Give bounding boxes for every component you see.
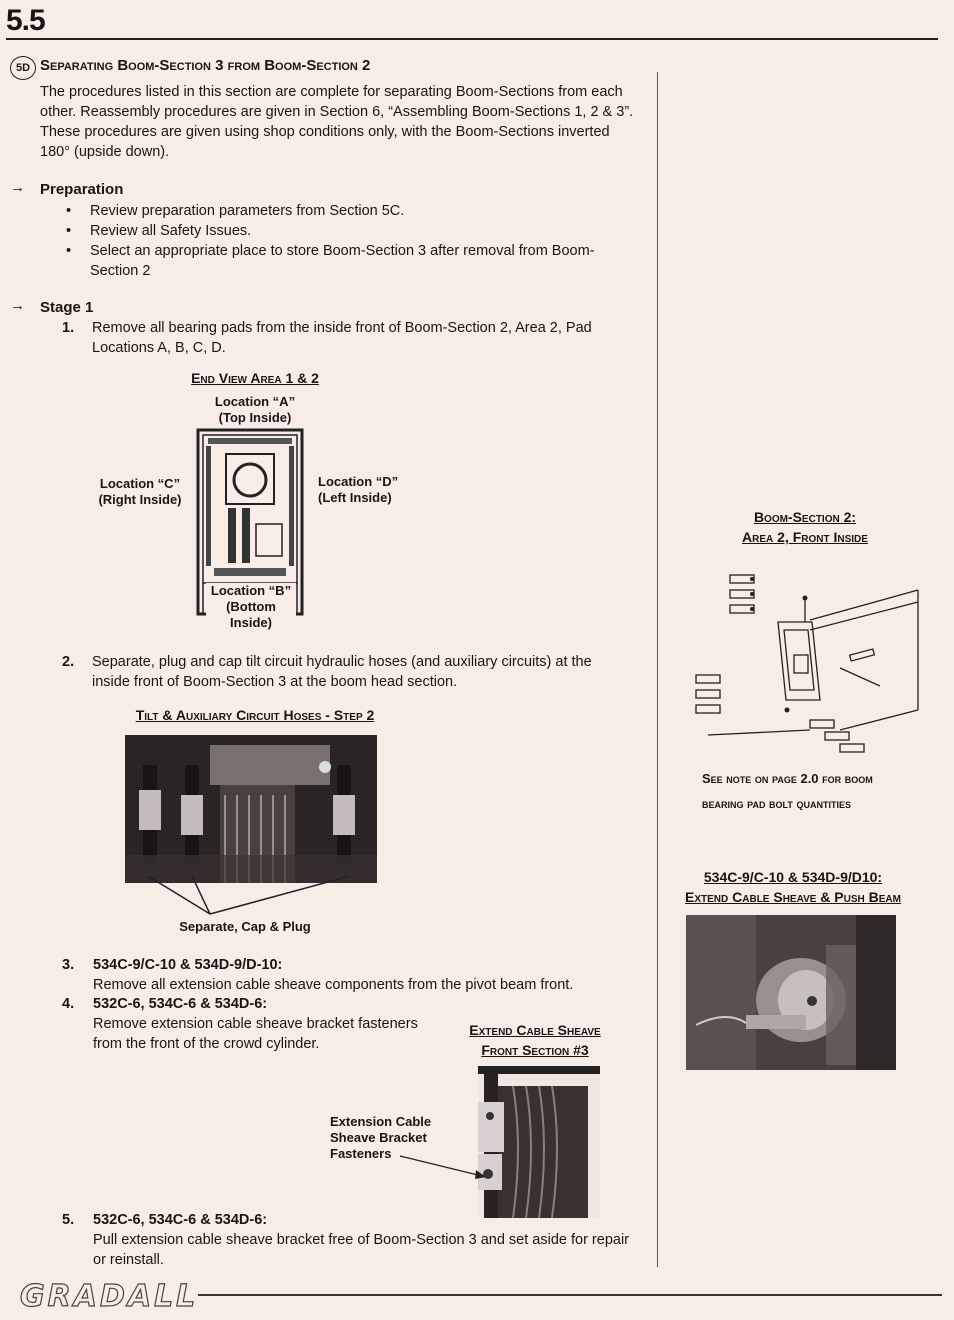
pointer-lines xyxy=(140,868,360,918)
sheave-front-photo xyxy=(478,1066,600,1218)
bullet-icon: • xyxy=(66,243,72,259)
figure-title: Extend Cable Sheave Front Section #3 xyxy=(469,1022,601,1058)
figure-caption: Separate, Cap & Plug xyxy=(179,919,311,934)
step-text: Remove all bearing pads from the inside front of Boom-Section 2, Area 2, Pad Locations A, B, C, D. xyxy=(92,320,592,356)
figure-title: Boom-Section 2: Area 2, Front Inside xyxy=(742,509,868,545)
intro-line: The procedures listed in this section are complete for separating Boom-Sections from each xyxy=(40,84,623,100)
section-number: 5.5 xyxy=(6,4,45,37)
push-beam-photo xyxy=(686,915,896,1070)
sheave-bracket-label: Extension Cable Sheave Bracket Fasteners xyxy=(330,1114,432,1161)
step-text: Separate, plug and cap tilt circuit hydraulic hoses (and auxiliary circuits) at the inside front of Boom-Section 3 at the boom head section. xyxy=(92,654,592,690)
intro-paragraph xyxy=(40,82,650,162)
step-number: 3. xyxy=(62,957,75,973)
preparation-list xyxy=(66,201,595,281)
arrow-icon: → xyxy=(10,179,25,196)
step-number: 1. xyxy=(62,320,75,336)
figure-title: 534C-9/C-10 & 534D-9/D10: Extend Cable Sheave & Push Beam xyxy=(685,869,901,905)
step-number: 4. xyxy=(62,996,75,1012)
bolt-note: See note on page 2.0 for boom bearing pad bolt quantities xyxy=(702,771,873,811)
preparation-heading: Preparation xyxy=(40,181,124,198)
location-d-label: Location “D” (Left Inside) xyxy=(318,474,399,505)
section-badge: 5D xyxy=(10,56,36,80)
list-item: • Review preparation parameters from Section 5C. xyxy=(66,203,405,219)
step-number: 2. xyxy=(62,654,75,670)
arrow-icon: → xyxy=(10,297,25,314)
bullet-icon: • xyxy=(66,223,72,239)
step-text: 532C-6, 534C-6 & 534D-6: Pull extension cable sheave bracket free of Boom-Section 3 and set aside for repair or reinstall. xyxy=(93,1212,629,1268)
step-text: 532C-6, 534C-6 & 534D-6: Remove extension cable sheave bracket fasteners from the front of the crowd cylinder. xyxy=(93,996,418,1052)
hoses-photo xyxy=(125,735,377,883)
column-divider xyxy=(657,72,658,1267)
gradall-logo: GRADALL xyxy=(20,1279,199,1314)
figure-title: Tilt & Auxiliary Circuit Hoses - Step 2 xyxy=(135,707,375,723)
intro-line: 180° (upside down). xyxy=(40,144,170,160)
list-item: • Select an appropriate place to store Boom-Section 3 after removal from Boom- xyxy=(66,243,595,259)
list-item: Section 2 xyxy=(90,263,151,279)
header-rule xyxy=(6,38,938,40)
location-a-label: Location “A” (Top Inside) xyxy=(214,394,296,425)
location-b-label: Location “B” (Bottom Inside) xyxy=(206,583,296,631)
footer-rule xyxy=(198,1294,942,1296)
step-number: 5. xyxy=(62,1212,75,1228)
intro-line: other. Reassembly procedures are given in Section 6, “Assembling Boom-Sections 1, 2 & 3”. xyxy=(40,104,634,120)
section-title: Separating Boom-Section 3 from Boom-Section 2 xyxy=(40,57,371,74)
pointer-arrow xyxy=(398,1148,488,1182)
location-c-label: Location “C” (Right Inside) xyxy=(98,476,182,507)
bullet-icon: • xyxy=(66,203,72,219)
step-text: 534C-9/C-10 & 534D-9/D-10: Remove all extension cable sheave components from the pivot beam front. xyxy=(93,957,574,993)
stage-heading: Stage 1 xyxy=(40,299,94,316)
intro-line: These procedures are given using shop conditions only, with the Boom-Sections inverted xyxy=(40,124,610,140)
figure-title: End View Area 1 & 2 xyxy=(191,370,319,386)
list-item: • Review all Safety Issues. xyxy=(66,223,252,239)
area2-exploded-diagram xyxy=(690,560,920,760)
